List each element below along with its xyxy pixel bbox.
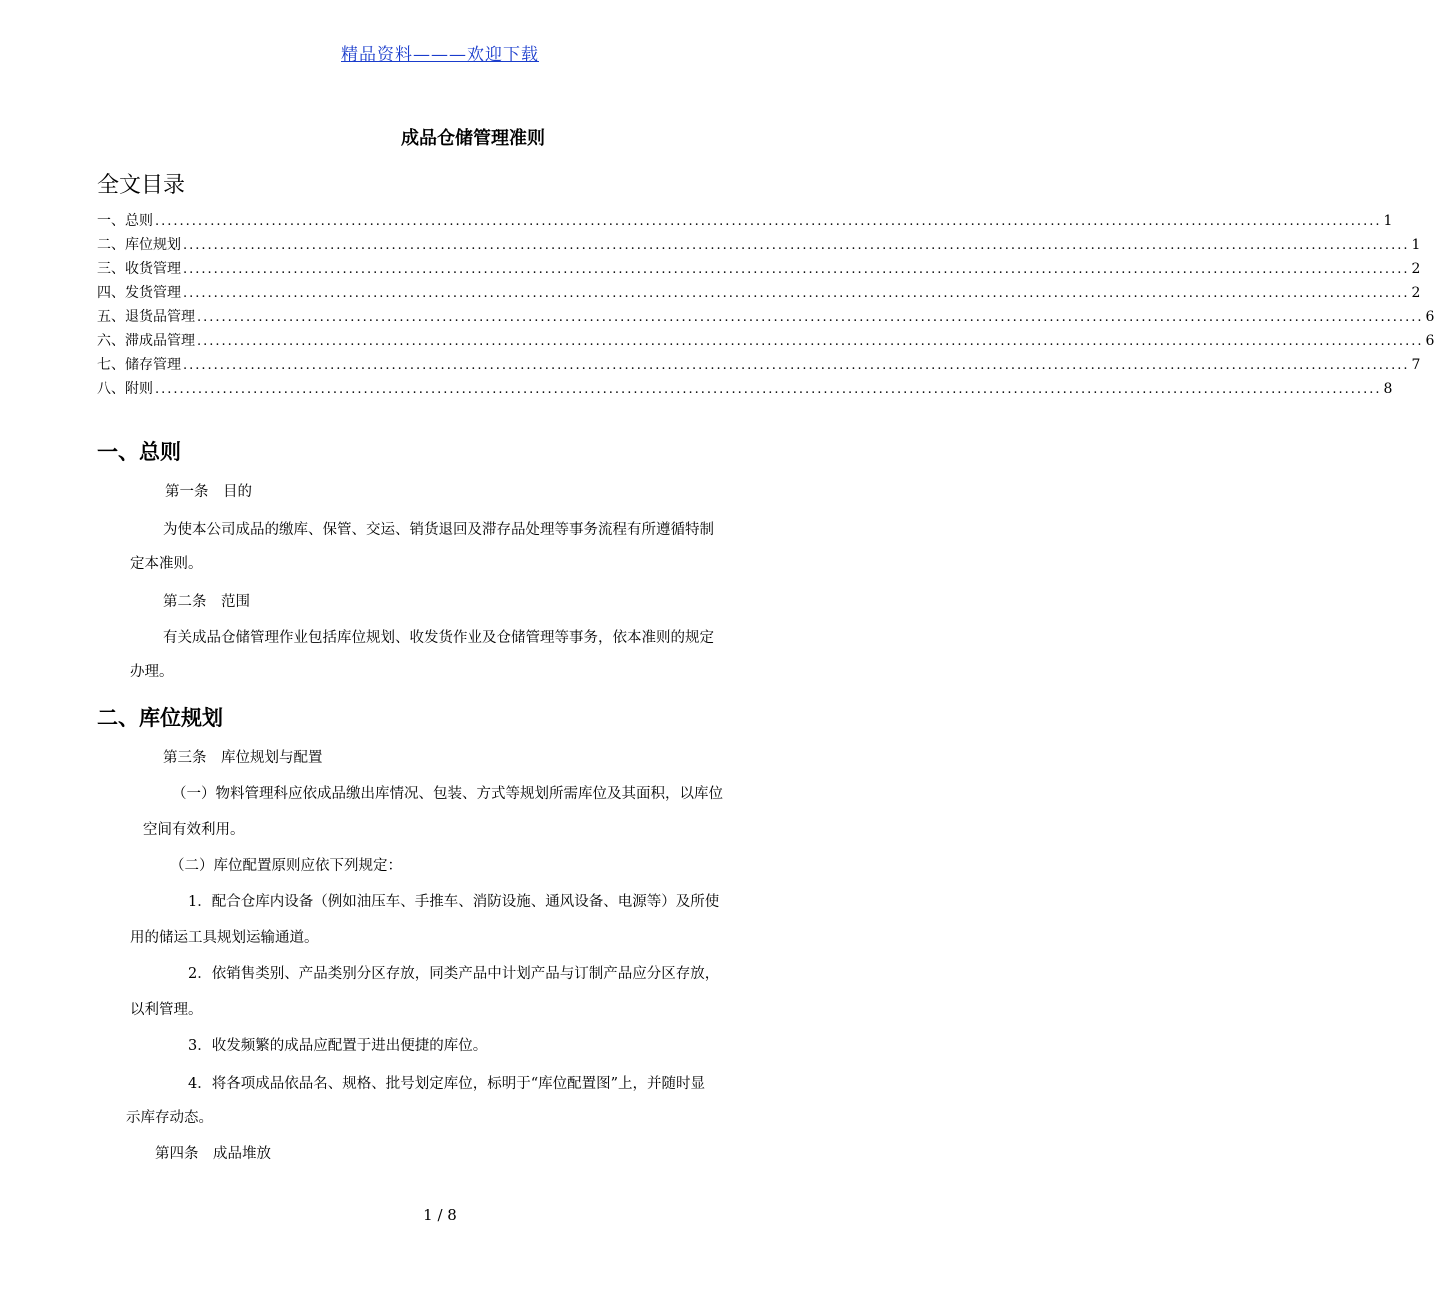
toc-entry-page: 8 xyxy=(1383,381,1393,397)
toc-entry-page: 6 xyxy=(1425,309,1434,325)
article-1-title: 第一条 目的 xyxy=(165,484,252,500)
toc-entry[interactable] xyxy=(97,306,1434,330)
article-3-title: 第三条 库位规划与配置 xyxy=(163,750,323,766)
toc-leader-dots: ........................................................................................................................................................................................................ xyxy=(155,382,1382,397)
toc-entry-page: 2 xyxy=(1411,285,1421,301)
toc-entry-page: 7 xyxy=(1411,357,1421,373)
sub-item-3-text: 3．收发频繁的成品应配置于进出便捷的库位。 xyxy=(188,1038,488,1054)
toc-leader-dots: ........................................................................................................................................................................................................ xyxy=(197,334,1424,349)
table-of-contents xyxy=(97,210,1434,402)
toc-entry[interactable] xyxy=(97,354,1421,378)
toc-entry[interactable] xyxy=(97,378,1393,402)
sub-item-2-text: 2．依销售类别、产品类别分区存放，同类产品中计划产品与订制产品应分区存放， xyxy=(188,966,720,982)
toc-entry-label: 五、退货品管理 xyxy=(97,309,195,325)
article-2-text-cont: 办理。 xyxy=(130,664,174,680)
toc-leader-dots: ........................................................................................................................................................................................................ xyxy=(155,214,1382,229)
toc-leader-dots: ........................................................................................................................................................................................................ xyxy=(183,238,1410,253)
toc-entry[interactable] xyxy=(97,234,1421,258)
toc-entry[interactable] xyxy=(97,282,1421,306)
page-indicator: 1 / 8 xyxy=(423,1206,457,1224)
toc-entry[interactable] xyxy=(97,258,1421,282)
toc-entry-page: 2 xyxy=(1411,261,1421,277)
toc-entry-label: 一、总则 xyxy=(97,213,153,229)
toc-leader-dots: ........................................................................................................................................................................................................ xyxy=(197,310,1424,325)
toc-entry-label: 三、收货管理 xyxy=(97,261,181,277)
toc-entry-label: 六、滞成品管理 xyxy=(97,333,195,349)
article-2-title: 第二条 范围 xyxy=(163,594,250,610)
toc-entry-label: 二、库位规划 xyxy=(97,237,181,253)
sub-item-4-text: 4．将各项成品依品名、规格、批号划定库位，标明于“库位配置图”上，并随时显 xyxy=(188,1076,706,1092)
toc-entry-label: 八、附则 xyxy=(97,381,153,397)
item-1-text: （一）物料管理科应依成品缴出库情况、包装、方式等规划所需库位及其面积，以库位 xyxy=(172,786,723,802)
article-4-title: 第四条 成品堆放 xyxy=(155,1146,271,1162)
item-1-text-cont: 空间有效利用。 xyxy=(143,822,245,838)
toc-entry-page: 6 xyxy=(1425,333,1434,349)
toc-entry-page: 1 xyxy=(1411,237,1421,253)
sub-item-1-text-cont: 用的储运工具规划运输通道。 xyxy=(130,930,319,946)
toc-leader-dots: ........................................................................................................................................................................................................ xyxy=(183,286,1410,301)
sub-item-1-text: 1．配合仓库内设备（例如油压车、手推车、消防设施、通风设备、电源等）及所使 xyxy=(188,894,720,910)
toc-entry-label: 七、储存管理 xyxy=(97,357,181,373)
header-download-link[interactable]: 精品资料———欢迎下载 xyxy=(341,45,539,65)
toc-entry-page: 1 xyxy=(1383,213,1393,229)
toc-entry[interactable] xyxy=(97,210,1393,234)
toc-heading: 全文目录 xyxy=(97,173,186,198)
sub-item-4-text-cont: 示库存动态。 xyxy=(126,1110,213,1126)
section-heading-general: 一、总则 xyxy=(97,440,181,464)
article-1-text: 为使本公司成品的缴库、保管、交运、销货退回及滞存品处理等事务流程有所遵循特制 xyxy=(163,522,714,538)
section-heading-storage-planning: 二、库位规划 xyxy=(97,706,223,730)
toc-entry-label: 四、发货管理 xyxy=(97,285,181,301)
article-2-text: 有关成品仓储管理作业包括库位规划、收发货作业及仓储管理等事务，依本准则的规定 xyxy=(163,630,714,646)
toc-leader-dots: ........................................................................................................................................................................................................ xyxy=(183,262,1410,277)
item-2-text: （二）库位配置原则应依下列规定： xyxy=(170,858,402,874)
document-title: 成品仓储管理准则 xyxy=(401,128,545,149)
sub-item-2-text-cont: 以利管理。 xyxy=(130,1002,203,1018)
article-1-text-cont: 定本准则。 xyxy=(130,556,203,572)
toc-entry[interactable] xyxy=(97,330,1434,354)
toc-leader-dots: ........................................................................................................................................................................................................ xyxy=(183,358,1410,373)
